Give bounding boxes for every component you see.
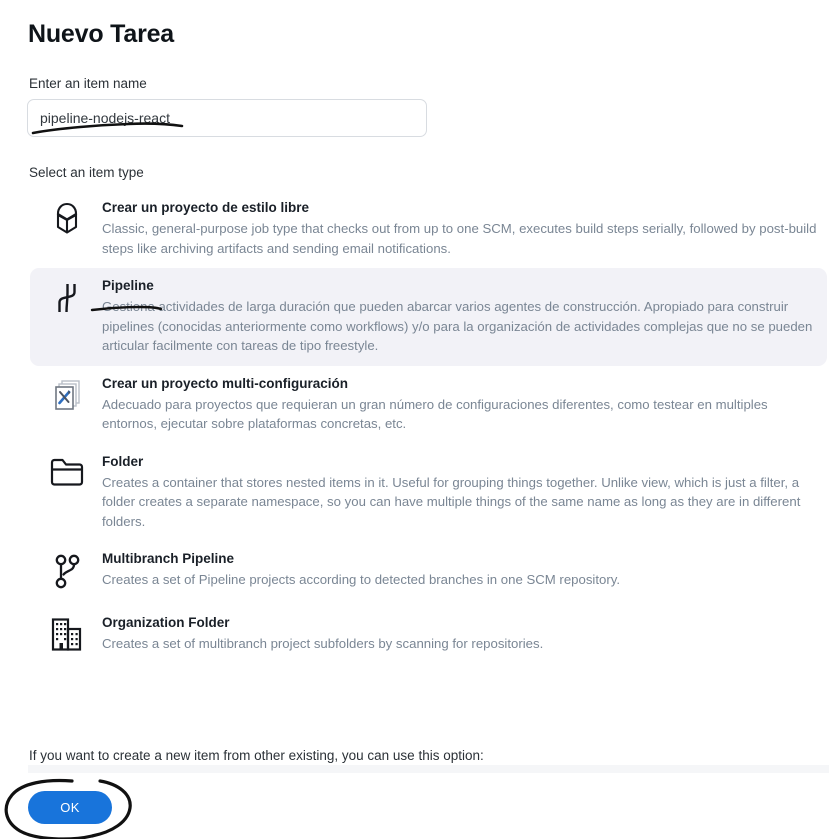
item-type-option-multibranch-pipeline[interactable] [30, 541, 827, 605]
ok-button[interactable]: OK [28, 791, 112, 824]
item-type-option-multiconfiguration[interactable] [30, 366, 827, 444]
buildings-icon [40, 613, 94, 659]
item-name-label: Enter an item name [29, 76, 147, 91]
cube-icon [40, 198, 94, 244]
multiconfiguration-icon [40, 374, 94, 420]
item-type-option-pipeline[interactable] [30, 268, 827, 366]
item-type-list [30, 190, 827, 669]
item-type-label: Select an item type [29, 165, 144, 180]
existing-item-note: If you want to create a new item from other existing, you can use this option: [29, 748, 484, 763]
footer-divider-band [28, 765, 829, 773]
item-type-text [94, 452, 817, 532]
item-type-description: Creates a container that stores nested items in it. Useful for grouping things together. Unlike view, which is just a filter, a folder creates a separate namespace, so you can have multiple things of the same name as long as they are in different folders. [102, 474, 801, 529]
item-name-input[interactable] [27, 99, 427, 137]
pipeline-icon [40, 276, 94, 322]
page-title: Nuevo Tarea [28, 20, 175, 48]
item-type-description: Creates a set of multibranch project subfolders by scanning for repositories. [102, 636, 544, 651]
item-type-title: Multibranch Pipeline [102, 551, 235, 566]
item-type-option-folder[interactable] [30, 444, 827, 542]
item-type-title: Crear un proyecto multi-configuración [102, 375, 349, 391]
item-type-text [94, 374, 817, 434]
item-type-text [94, 613, 817, 654]
item-type-option-organization-folder[interactable] [30, 605, 827, 669]
git-branch-icon [40, 549, 94, 595]
item-type-title: Crear un proyecto de estilo libre [102, 200, 310, 215]
item-type-title: Organization Folder [102, 615, 230, 630]
folder-icon [40, 452, 94, 498]
item-type-option-freestyle[interactable] [30, 190, 827, 268]
item-type-title: Pipeline [102, 278, 154, 293]
item-type-text [94, 276, 817, 356]
item-type-description: Adecuado para proyectos que requieran un gran número de configuraciones diferentes, como testear en multiples entornos, ejecutar sobre plataformas concretas, etc. [102, 396, 768, 431]
item-type-text [94, 198, 817, 258]
item-type-title: Folder [102, 453, 144, 469]
item-type-description: Creates a set of Pipeline projects according to detected branches in one SCM repository. [102, 572, 621, 587]
item-type-description: Gestiona actividades de larga duración que pueden abarcar varios agentes de construcción. Apropiado para construir pipelines (conocidas anteriormente como workflows) y/o para la organización de actividades complejas que no se pueden articular facilmente con tareas de tipo freestyle. [102, 299, 813, 353]
item-type-description: Classic, general-purpose job type that checks out from up to one SCM, executes build steps serially, followed by post-build steps like archiving artifacts and sending email notifications. [102, 221, 817, 256]
item-type-text [94, 549, 817, 590]
